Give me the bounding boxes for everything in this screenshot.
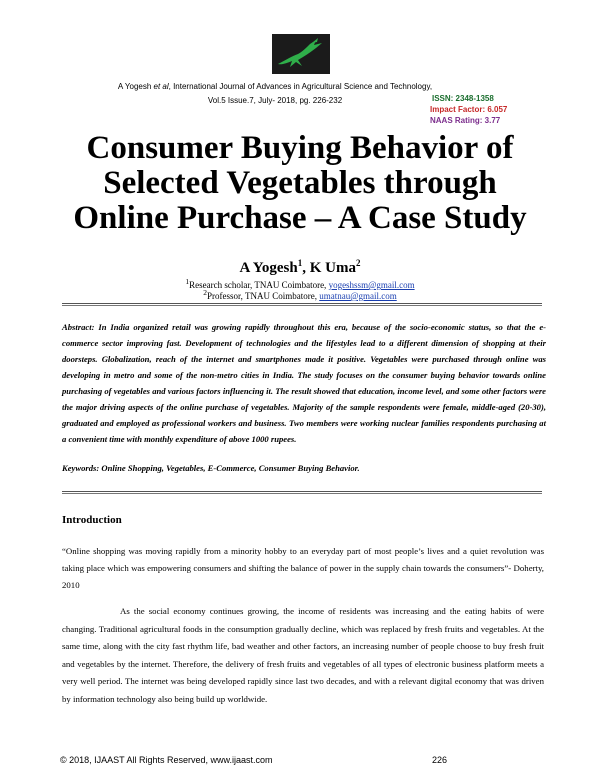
affiliation-2-text: Professor, TNAU Coimbatore, — [207, 291, 320, 301]
citation-etal: et al — [153, 82, 169, 91]
footer-page-number: 226 — [432, 755, 448, 765]
leaping-deer-logo-icon — [272, 34, 330, 74]
separator-top — [62, 303, 542, 306]
author-2-email-link[interactable]: umatnau@gmail.com — [319, 291, 397, 301]
paper-title — [40, 131, 560, 236]
affiliation-2-sup: 2 — [203, 288, 207, 297]
introduction-quote: “Online shopping was moving rapidly from a minority hobby to an everyday part of most people’s lives and a quiet revolution was taking place which was empowering consumers and shifting the balance of power in the supply chain towards the consumers”- Doherty, 2010 — [62, 546, 544, 590]
citation-author: A Yogesh — [117, 82, 154, 91]
author-2-sup: 2 — [355, 258, 361, 268]
impact-factor-label: Impact Factor: 6.057 — [430, 105, 508, 114]
author-1: A Yogesh — [239, 260, 298, 276]
introduction-paragraph: As the social economy continues growing, the income of residents was increasing and the eating habits of were changing. Traditional agricultural foods in the consumption gradually decline, which was replaced by fresh fruits and vegetables. At the same time, along with the city fast rhythm life, bad weather and other factors, an increasing number of people choose to buy fresh fruit and vegetables by the internet. Therefore, the delivery of fresh fruits and vegetables of all types of electronic business platform meets a very well period. The internet was being developed rapidly since last two decades, and with a relevant digital economy that was driven by information technology also being build up worldwide. — [62, 606, 544, 704]
abstract: Abstract: In India organized retail was growing rapidly throughout this era, because of the socio-economic status, so that the e-commerce sector improving fast. Development of technologies and the lifestyles lead to a different dimension of shopping at their doorsteps. Globalization, reach of the internet and smartphones made it positive. Vegetables were purchased through online was developing in metro and some of the non-metro cities in India. The study focuses on the consumer buying behavior towards online purchasing of vegetables and various factors influencing it. The result showed that education, income level, and some other factors were the major driving aspects of the online purchase of vegetables. Majority of the sample respondents were female, middle-aged (20-30), graduated and employed as professional workers and business. Two members were working nuclear families respondents purchasing at a convenient time with monthly expenditure of above 1000 rupees. — [62, 322, 546, 444]
author-1-email-link[interactable]: yogeshssm@gmail.com — [328, 280, 415, 290]
journal-metrics — [430, 93, 507, 126]
author-2: K Uma — [309, 260, 356, 276]
section-heading-introduction: Introduction — [62, 514, 122, 526]
journal-line-2: Vol.5 Issue.7, July- 2018, pg. 226-232 — [207, 96, 343, 105]
separator-bottom — [62, 491, 542, 494]
naas-rating-label: NAAS Rating: 3.77 — [430, 116, 501, 125]
journal-citation — [60, 80, 490, 108]
keywords: Keywords: Online Shopping, Vegetables, E-Commerce, Consumer Buying Behavior. — [62, 463, 360, 473]
footer-copyright: © 2018, IJAAST All Rights Reserved, www.ijaast.com — [60, 755, 273, 765]
title-line-2: Selected Vegetables through — [103, 165, 497, 201]
citation-journal: , International Journal of Advances in Agricultural Science and Technology, — [168, 82, 433, 91]
journal-logo — [272, 34, 330, 74]
paper-authors — [0, 258, 600, 277]
title-line-1: Consumer Buying Behavior of — [86, 130, 514, 166]
author-1-sup: 1 — [297, 258, 303, 268]
journal-line-1 — [60, 80, 490, 94]
title-line-3: Online Purchase – A Case Study — [73, 200, 527, 236]
affiliation-2 — [0, 287, 600, 302]
affiliation-1-sup: 1 — [185, 277, 190, 286]
affiliation-1-text: Research scholar, TNAU Coimbatore, — [189, 280, 329, 290]
author-separator: , — [302, 260, 310, 276]
issn-label: ISSN: 2348-1358 — [432, 94, 494, 103]
